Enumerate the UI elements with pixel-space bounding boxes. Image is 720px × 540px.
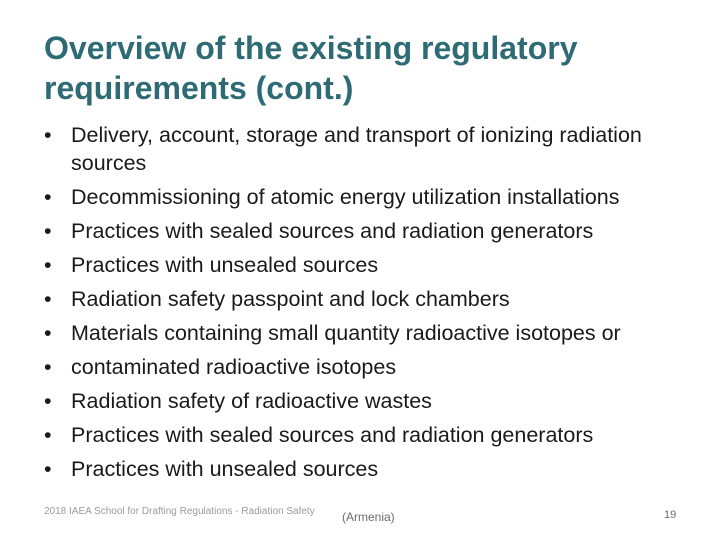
bullet-item: • Practices with sealed sources and radiation generators — [44, 421, 684, 449]
footer-event-name: 2018 IAEA School for Drafting Regulations - Radiation Safety — [44, 506, 315, 517]
bullet-list — [44, 121, 684, 489]
bullet-item: • Radiation safety of radioactive wastes — [44, 387, 684, 415]
bullet-item: • Practices with unsealed sources — [44, 455, 684, 483]
bullet-item: • Decommissioning of atomic energy utilization installations — [44, 183, 684, 211]
page-number: 19 — [664, 509, 677, 521]
bullet-item: • Materials containing small quantity radioactive isotopes or — [44, 319, 684, 347]
bullet-item: • contaminated radioactive isotopes — [44, 353, 684, 381]
slide-title: Overview of the existing regulatory requirements (cont.) — [44, 30, 578, 106]
bullet-item: • Radiation safety passpoint and lock chambers — [44, 285, 684, 313]
bullet-item: • Practices with sealed sources and radiation generators — [44, 217, 684, 245]
bullet-item: • Practices with unsealed sources — [44, 251, 684, 279]
bullet-item: • Delivery, account, storage and transport of ionizing radiation sources — [44, 121, 684, 177]
footer-country: (Armenia) — [342, 510, 395, 524]
